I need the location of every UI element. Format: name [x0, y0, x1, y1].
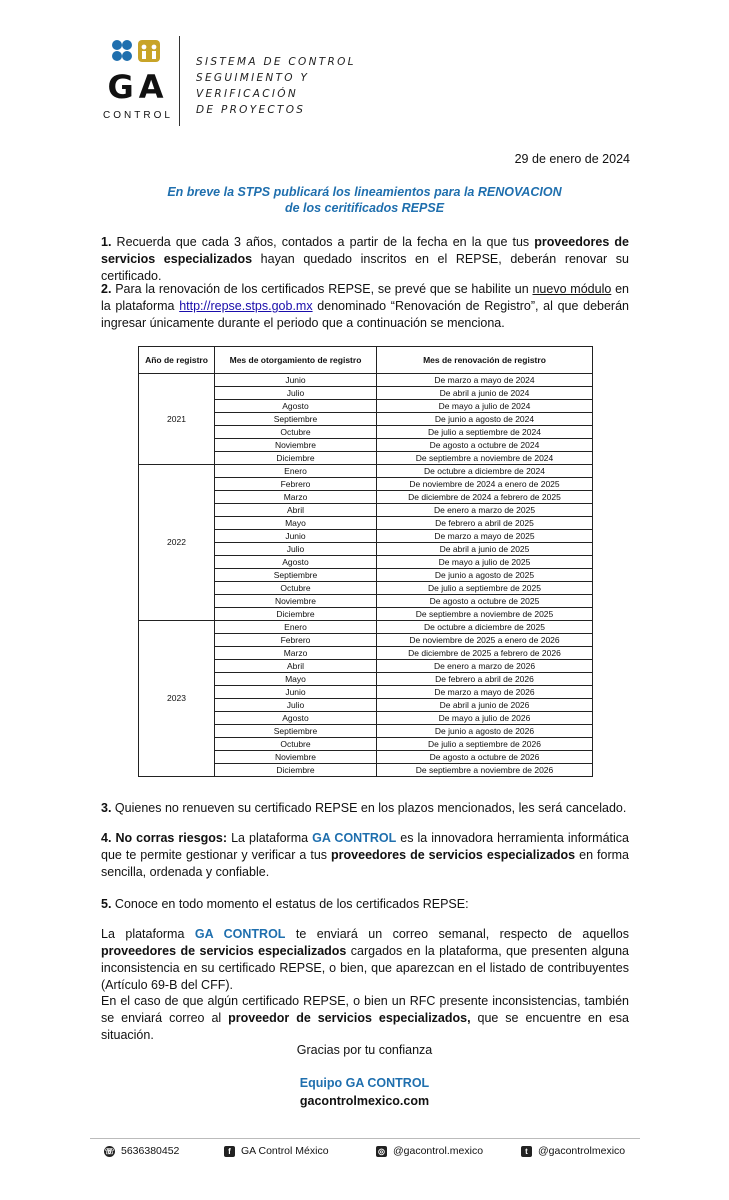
- table-row: [139, 374, 593, 387]
- grant-month-cell: Junio: [215, 530, 377, 543]
- grant-month-cell: Abril: [215, 504, 377, 517]
- renewal-period-cell: De octubre a diciembre de 2024: [377, 465, 593, 478]
- renewal-period-cell: De junio a agosto de 2024: [377, 413, 593, 426]
- p2-text-d: denominado “Renovación de Registro”, al que deberán ingresar únicamente durante el periodo que a continuación se menciona.: [101, 299, 629, 330]
- renewal-period-cell: De agosto a octubre de 2024: [377, 439, 593, 452]
- renewal-table: [138, 346, 593, 777]
- logo-divider: [179, 36, 180, 126]
- grant-month-cell: Agosto: [215, 400, 377, 413]
- p7-text-a: En el caso de que algún certificado REPSE, o bien un RFC presente inconsistencias, también se enviará correo al: [101, 994, 629, 1025]
- logo-emblem-icon: [108, 38, 164, 64]
- renewal-period-cell: De marzo a mayo de 2024: [377, 374, 593, 387]
- grant-month-cell: Septiembre: [215, 725, 377, 738]
- renewal-period-cell: De agosto a octubre de 2025: [377, 595, 593, 608]
- repse-link[interactable]: http://repse.stps.gob.mx: [179, 299, 313, 313]
- p5-text: Conoce en todo momento el estatus de los certificados REPSE:: [111, 897, 469, 911]
- p6-brand: GA CONTROL: [194, 927, 286, 941]
- grant-month-cell: Noviembre: [215, 439, 377, 452]
- grant-month-cell: Agosto: [215, 556, 377, 569]
- phone-number: 5636380452: [121, 1145, 180, 1157]
- paragraph-4: [101, 830, 629, 881]
- signature-block: [100, 1074, 629, 1110]
- year-cell: 2021: [139, 374, 215, 465]
- p1-text-a: Recuerda que cada 3 años: [111, 235, 274, 249]
- paragraph-3: [101, 800, 629, 817]
- twitter-handle: @gacontrolmexico: [538, 1145, 626, 1157]
- grant-month-cell: Septiembre: [215, 413, 377, 426]
- whatsapp-icon: ☏: [104, 1146, 115, 1156]
- footer-facebook: [224, 1145, 329, 1157]
- renewal-period-cell: De julio a septiembre de 2024: [377, 426, 593, 439]
- renewal-period-cell: De diciembre de 2024 a febrero de 2025: [377, 491, 593, 504]
- renewal-period-cell: De julio a septiembre de 2025: [377, 582, 593, 595]
- paragraph-6: [101, 926, 629, 994]
- grant-month-cell: Diciembre: [215, 608, 377, 621]
- paragraph-1: [101, 234, 629, 285]
- renewal-period-cell: De abril a junio de 2026: [377, 699, 593, 712]
- renewal-period-cell: De mayo a julio de 2026: [377, 712, 593, 725]
- renewal-period-cell: De abril a junio de 2024: [377, 387, 593, 400]
- p7-emphasis: proveedor de servicios especializados,: [228, 1011, 471, 1025]
- grant-month-cell: Agosto: [215, 712, 377, 725]
- tagline-line-2: SEGUIMIENTO Y VERIFICACIÓN: [196, 72, 310, 100]
- renewal-period-cell: De septiembre a noviembre de 2025: [377, 608, 593, 621]
- renewal-period-cell: De enero a marzo de 2026: [377, 660, 593, 673]
- renewal-period-cell: De octubre a diciembre de 2025: [377, 621, 593, 634]
- grant-month-cell: Enero: [215, 465, 377, 478]
- footer-twitter: [521, 1145, 625, 1157]
- grant-month-cell: Septiembre: [215, 569, 377, 582]
- tagline-line-3: DE PROYECTOS: [196, 104, 306, 116]
- grant-month-cell: Febrero: [215, 478, 377, 491]
- renewal-period-cell: De marzo a mayo de 2026: [377, 686, 593, 699]
- renewal-period-cell: De agosto a octubre de 2026: [377, 751, 593, 764]
- renewal-period-cell: De abril a junio de 2025: [377, 543, 593, 556]
- closing-text: Gracias por tu confianza: [296, 1043, 433, 1057]
- renewal-period-cell: De enero a marzo de 2025: [377, 504, 593, 517]
- p7-text-c: que se encuentre en esa situación.: [101, 1011, 629, 1042]
- renewal-period-cell: De febrero a abril de 2026: [377, 673, 593, 686]
- table-header-row: [139, 347, 593, 374]
- grant-month-cell: Julio: [215, 387, 377, 400]
- renewal-period-cell: De mayo a julio de 2024: [377, 400, 593, 413]
- p4-heading: 4. No corras riesgos:: [101, 831, 228, 845]
- logo-subtext: CONTROL: [103, 110, 173, 121]
- p2-text-a: Para la renovación de los certificados REPSE, se prevé que se habilite un: [111, 282, 533, 296]
- team-name: Equipo GA CONTROL: [299, 1076, 430, 1090]
- document-title: [100, 184, 629, 216]
- p2-text-c: en la plataforma: [101, 282, 629, 313]
- grant-month-cell: Abril: [215, 660, 377, 673]
- p1-emphasis: proveedores de servicios especializados: [101, 235, 629, 266]
- twitter-icon: t: [521, 1146, 532, 1157]
- tagline-line-1: SISTEMA DE CONTROL: [196, 56, 356, 68]
- instagram-handle: @gacontrol.mexico: [393, 1145, 484, 1157]
- p1-text-b: , contados a partir de la fecha en la que tus: [273, 235, 535, 249]
- logo-text: GA: [107, 68, 169, 106]
- p4-text-b: es la innovadora herramienta informática que te permite gestionar y verificar a tus: [101, 831, 629, 862]
- grant-month-cell: Diciembre: [215, 764, 377, 777]
- title-line-1: En breve la STPS publicará los lineamientos para la RENOVACION: [167, 185, 562, 199]
- footer-divider: [90, 1138, 640, 1139]
- grant-month-cell: Junio: [215, 374, 377, 387]
- header-grant-month: Mes de otorgamiento de registro: [215, 347, 377, 374]
- title-line-2: de los ceritificados REPSE: [284, 201, 445, 215]
- renewal-period-cell: De noviembre de 2024 a enero de 2025: [377, 478, 593, 491]
- renewal-period-cell: De diciembre de 2025 a febrero de 2026: [377, 647, 593, 660]
- footer-instagram: [376, 1145, 483, 1157]
- renewal-period-cell: De marzo a mayo de 2025: [377, 530, 593, 543]
- renewal-period-cell: De noviembre de 2025 a enero de 2026: [377, 634, 593, 647]
- p6-text-d: cargados en la plataforma, que presenten alguna inconsistencia en su certificado REPSE, o bien, que aparezcan en el listado de contribuyentes (Artículo 69-B del CFF).: [101, 944, 629, 992]
- paragraph-7: [101, 993, 629, 1044]
- p5-number: 5.: [101, 897, 112, 911]
- p6-emphasis: proveedores de servicios especializados: [101, 944, 347, 958]
- footer-phone: [104, 1145, 179, 1157]
- table-row: [139, 465, 593, 478]
- paragraph-2: [101, 281, 629, 332]
- p4-brand: GA CONTROL: [312, 831, 397, 845]
- grant-month-cell: Octubre: [215, 426, 377, 439]
- logo-tagline: [196, 54, 402, 118]
- grant-month-cell: Diciembre: [215, 452, 377, 465]
- grant-month-cell: Mayo: [215, 517, 377, 530]
- table-row: [139, 621, 593, 634]
- grant-month-cell: Octubre: [215, 738, 377, 751]
- p1-number: 1.: [101, 235, 112, 249]
- document-date: 29 de enero de 2024: [514, 152, 630, 166]
- grant-month-cell: Marzo: [215, 491, 377, 504]
- instagram-icon: ◎: [376, 1146, 387, 1157]
- header-year: Año de registro: [139, 347, 215, 374]
- grant-month-cell: Junio: [215, 686, 377, 699]
- facebook-handle: GA Control México: [241, 1145, 329, 1157]
- year-cell: 2022: [139, 465, 215, 621]
- p4-text-d: en forma sencilla, ordenada y confiable.: [101, 848, 629, 879]
- grant-month-cell: Enero: [215, 621, 377, 634]
- renewal-period-cell: De mayo a julio de 2025: [377, 556, 593, 569]
- grant-month-cell: Noviembre: [215, 751, 377, 764]
- grant-month-cell: Julio: [215, 543, 377, 556]
- renewal-period-cell: De septiembre a noviembre de 2026: [377, 764, 593, 777]
- p4-emphasis: proveedores de servicios especializados: [331, 848, 576, 862]
- p3-number: 3.: [101, 801, 112, 815]
- renewal-period-cell: De junio a agosto de 2025: [377, 569, 593, 582]
- grant-month-cell: Marzo: [215, 647, 377, 660]
- p2-new-module: nuevo módulo: [532, 282, 612, 296]
- p1-text-d: hayan quedado inscritos en el REPSE, deberán renovar su certificado.: [101, 252, 630, 283]
- grant-month-cell: Mayo: [215, 673, 377, 686]
- p3-text: Quienes no renueven su certificado REPSE en los plazos mencionados, les será cancelado.: [111, 801, 627, 815]
- p6-text-b: te enviará un correo semanal, respecto de aquellos: [285, 927, 629, 941]
- grant-month-cell: Noviembre: [215, 595, 377, 608]
- renewal-period-cell: De septiembre a noviembre de 2024: [377, 452, 593, 465]
- grant-month-cell: Julio: [215, 699, 377, 712]
- website-text: gacontrolmexico.com: [299, 1094, 430, 1108]
- renewal-period-cell: De febrero a abril de 2025: [377, 517, 593, 530]
- grant-month-cell: Octubre: [215, 582, 377, 595]
- p6-text-a: La plataforma: [101, 927, 195, 941]
- paragraph-5: [101, 896, 629, 913]
- p2-number: 2.: [101, 282, 112, 296]
- renewal-period-cell: De junio a agosto de 2026: [377, 725, 593, 738]
- year-cell: 2023: [139, 621, 215, 777]
- p4-text-a: La plataforma: [227, 831, 313, 845]
- facebook-icon: f: [224, 1146, 235, 1157]
- ga-control-logo: [102, 32, 402, 132]
- renewal-period-cell: De julio a septiembre de 2026: [377, 738, 593, 751]
- grant-month-cell: Febrero: [215, 634, 377, 647]
- header-renewal-month: Mes de renovación de registro: [377, 347, 593, 374]
